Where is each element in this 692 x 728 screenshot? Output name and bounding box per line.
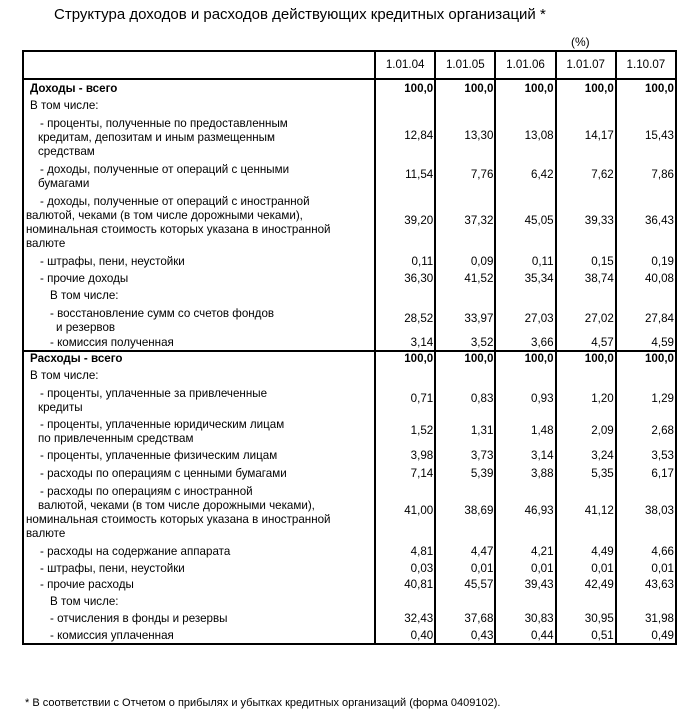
row-label-text: - комиссия полученная: [50, 336, 174, 349]
row-label: [23, 481, 375, 541]
value-cell: 5,39: [435, 463, 495, 481]
row-label-line: валюте: [26, 237, 66, 250]
column-header: 1.01.04: [375, 51, 435, 79]
table-row: [23, 559, 676, 576]
row-label: [23, 626, 375, 644]
value-cell: 4,49: [556, 541, 616, 559]
value-cell: 15,43: [616, 113, 676, 159]
value-cell: 4,47: [435, 541, 495, 559]
value-cell: 3,98: [375, 446, 435, 463]
value-cell: 0,40: [375, 626, 435, 644]
value-cell: 46,93: [495, 481, 555, 541]
value-cell: 100,0: [616, 351, 676, 366]
value-cell: [616, 96, 676, 113]
value-cell: 100,0: [556, 351, 616, 366]
value-cell: 30,95: [556, 609, 616, 626]
row-label: [23, 269, 375, 286]
value-cell: 0,11: [495, 251, 555, 269]
value-cell: 4,21: [495, 541, 555, 559]
row-label-line: кредиты: [38, 401, 83, 414]
value-cell: [375, 96, 435, 113]
value-cell: 45,05: [495, 191, 555, 251]
row-label-text: - штрафы, пени, неустойки: [40, 562, 185, 575]
value-cell: 36,43: [616, 191, 676, 251]
row-label: [23, 541, 375, 559]
value-cell: 0,43: [435, 626, 495, 644]
value-cell: 40,08: [616, 269, 676, 286]
value-cell: 6,42: [495, 159, 555, 191]
value-cell: 38,74: [556, 269, 616, 286]
row-label-line: средствам: [38, 145, 95, 158]
value-cell: 27,84: [616, 303, 676, 335]
value-cell: 35,34: [495, 269, 555, 286]
row-label: [23, 446, 375, 463]
value-cell: 100,0: [435, 351, 495, 366]
value-cell: 100,0: [435, 79, 495, 96]
section-total-row: [23, 351, 676, 366]
value-cell: [495, 366, 555, 383]
value-cell: 39,20: [375, 191, 435, 251]
row-label: [23, 251, 375, 269]
value-cell: 1,52: [375, 415, 435, 446]
value-cell: [435, 366, 495, 383]
value-cell: 43,63: [616, 576, 676, 592]
value-cell: 0,15: [556, 251, 616, 269]
income-expense-table: [22, 50, 677, 645]
value-cell: 30,83: [495, 609, 555, 626]
value-cell: 0,83: [435, 383, 495, 415]
value-cell: 0,01: [495, 559, 555, 576]
value-cell: [495, 286, 555, 303]
table-row: [23, 335, 676, 351]
value-cell: 5,35: [556, 463, 616, 481]
row-label: [23, 366, 375, 383]
row-label-line: - расходы по операциям с иностранной: [40, 485, 253, 498]
row-label-text: - прочие расходы: [40, 578, 134, 591]
row-label-line: валютой, чеками (в том числе дорожными чеками),: [38, 499, 315, 512]
value-cell: 37,32: [435, 191, 495, 251]
value-cell: 36,30: [375, 269, 435, 286]
value-cell: 12,84: [375, 113, 435, 159]
row-label: [23, 79, 375, 96]
row-label-text: - отчисления в фонды и резервы: [50, 612, 228, 625]
value-cell: 100,0: [556, 79, 616, 96]
page-title: Структура доходов и расходов действующих кредитных организаций *: [54, 6, 546, 23]
value-cell: 39,43: [495, 576, 555, 592]
row-label-text: - проценты, уплаченные физическим лицам: [40, 449, 278, 462]
value-cell: 45,57: [435, 576, 495, 592]
row-label-text: - расходы на содержание аппарата: [40, 545, 231, 558]
row-label: [23, 576, 375, 592]
footnote: * В соответствии с Отчетом о прибылях и убытках кредитных организаций (форма 0409102).: [25, 697, 501, 709]
row-label: [23, 191, 375, 251]
column-header: 1.01.06: [495, 51, 555, 79]
value-cell: 32,43: [375, 609, 435, 626]
header-label-cell: [23, 51, 375, 79]
value-cell: [435, 286, 495, 303]
value-cell: 14,17: [556, 113, 616, 159]
value-cell: 0,03: [375, 559, 435, 576]
header-row: [23, 51, 676, 79]
row-label: [23, 559, 375, 576]
value-cell: 33,97: [435, 303, 495, 335]
value-cell: 38,03: [616, 481, 676, 541]
value-cell: 31,98: [616, 609, 676, 626]
row-label: [23, 383, 375, 415]
value-cell: [435, 592, 495, 609]
row-label-line: кредитам, депозитам и иным размещенным: [38, 131, 275, 144]
table-row: [23, 113, 676, 159]
row-label: [23, 286, 375, 303]
value-cell: 7,76: [435, 159, 495, 191]
value-cell: 3,53: [616, 446, 676, 463]
table-row: [23, 541, 676, 559]
row-label: [23, 113, 375, 159]
table-row: [23, 251, 676, 269]
table-row: [23, 609, 676, 626]
row-label-text: В том числе:: [30, 99, 99, 112]
value-cell: 13,30: [435, 113, 495, 159]
value-cell: [435, 96, 495, 113]
unit-label: (%): [571, 35, 590, 49]
value-cell: 38,69: [435, 481, 495, 541]
row-label: [23, 96, 375, 113]
value-cell: 4,57: [556, 335, 616, 351]
value-cell: 0,71: [375, 383, 435, 415]
table-row: [23, 366, 676, 383]
value-cell: 100,0: [495, 79, 555, 96]
row-label: [23, 592, 375, 609]
row-label-text: Доходы - всего: [30, 82, 118, 95]
value-cell: [375, 286, 435, 303]
value-cell: 3,14: [375, 335, 435, 351]
row-label-line: - проценты, уплаченные за привлеченные: [40, 387, 268, 400]
row-label-text: В том числе:: [30, 369, 99, 382]
table-row: [23, 269, 676, 286]
value-cell: 40,81: [375, 576, 435, 592]
value-cell: 0,19: [616, 251, 676, 269]
table-row: [23, 415, 676, 446]
value-cell: 100,0: [495, 351, 555, 366]
value-cell: [616, 592, 676, 609]
row-label-line: валютой, чеками (в том числе дорожными чеками),: [26, 209, 303, 222]
row-label-line: - проценты, полученные по предоставленным: [40, 117, 288, 130]
row-label-line: - доходы, полученные от операций с иностранной: [40, 195, 310, 208]
row-label: [23, 351, 375, 366]
value-cell: 27,02: [556, 303, 616, 335]
table-row: [23, 286, 676, 303]
row-label-text: В том числе:: [50, 595, 119, 608]
row-label: [23, 335, 375, 351]
table-row: [23, 96, 676, 113]
value-cell: 1,20: [556, 383, 616, 415]
value-cell: 37,68: [435, 609, 495, 626]
table-row: [23, 481, 676, 541]
value-cell: 42,49: [556, 576, 616, 592]
value-cell: 0,11: [375, 251, 435, 269]
row-label: [23, 463, 375, 481]
value-cell: 100,0: [375, 79, 435, 96]
value-cell: [375, 592, 435, 609]
value-cell: [495, 96, 555, 113]
value-cell: 0,44: [495, 626, 555, 644]
row-label-line: номинальная стоимость которых указана в иностранной: [26, 513, 331, 526]
row-label-text: - прочие доходы: [40, 272, 129, 285]
table-row: [23, 159, 676, 191]
row-label: [23, 415, 375, 446]
value-cell: 0,01: [435, 559, 495, 576]
value-cell: [495, 592, 555, 609]
value-cell: 3,88: [495, 463, 555, 481]
value-cell: 41,12: [556, 481, 616, 541]
value-cell: 7,62: [556, 159, 616, 191]
value-cell: 27,03: [495, 303, 555, 335]
value-cell: 1,48: [495, 415, 555, 446]
value-cell: 1,29: [616, 383, 676, 415]
row-label-text: - комиссия уплаченная: [50, 629, 174, 642]
value-cell: 7,86: [616, 159, 676, 191]
row-label-line: валюте: [26, 527, 66, 540]
row-label-text: - расходы по операциям с ценными бумагами: [40, 467, 287, 480]
value-cell: 4,81: [375, 541, 435, 559]
row-label-line: - доходы, полученные от операций с ценными: [40, 163, 290, 176]
row-label-text: В том числе:: [50, 289, 119, 302]
value-cell: 0,01: [556, 559, 616, 576]
section-total-row: [23, 79, 676, 96]
table-row: [23, 446, 676, 463]
column-header: 1.01.07: [556, 51, 616, 79]
table-row: [23, 303, 676, 335]
value-cell: 11,54: [375, 159, 435, 191]
value-cell: 41,00: [375, 481, 435, 541]
column-header: 1.10.07: [616, 51, 676, 79]
value-cell: 4,66: [616, 541, 676, 559]
value-cell: 3,73: [435, 446, 495, 463]
value-cell: [556, 286, 616, 303]
value-cell: 0,09: [435, 251, 495, 269]
value-cell: [616, 366, 676, 383]
value-cell: 6,17: [616, 463, 676, 481]
value-cell: 2,68: [616, 415, 676, 446]
value-cell: 3,24: [556, 446, 616, 463]
value-cell: 3,66: [495, 335, 555, 351]
value-cell: 41,52: [435, 269, 495, 286]
row-label: [23, 159, 375, 191]
row-label-line: и резервов: [56, 321, 116, 334]
table-row: [23, 463, 676, 481]
table-row: [23, 592, 676, 609]
table-row: [23, 626, 676, 644]
value-cell: 0,93: [495, 383, 555, 415]
row-label-line: по привлеченным средствам: [38, 432, 194, 445]
value-cell: 3,14: [495, 446, 555, 463]
value-cell: [556, 96, 616, 113]
value-cell: 4,59: [616, 335, 676, 351]
value-cell: [556, 366, 616, 383]
value-cell: 0,51: [556, 626, 616, 644]
row-label-text: - штрафы, пени, неустойки: [40, 255, 185, 268]
column-header: 1.01.05: [435, 51, 495, 79]
value-cell: 7,14: [375, 463, 435, 481]
value-cell: 3,52: [435, 335, 495, 351]
table-row: [23, 383, 676, 415]
row-label-line: номинальная стоимость которых указана в иностранной: [26, 223, 331, 236]
row-label-line: - проценты, уплаченные юридическим лицам: [40, 418, 285, 431]
row-label-line: бумагами: [38, 177, 90, 190]
value-cell: [375, 366, 435, 383]
value-cell: 13,08: [495, 113, 555, 159]
value-cell: 28,52: [375, 303, 435, 335]
table-row: [23, 191, 676, 251]
value-cell: 2,09: [556, 415, 616, 446]
row-label-line: - восстановление сумм со счетов фондов: [50, 307, 275, 320]
row-label-text: Расходы - всего: [30, 352, 123, 365]
row-label: [23, 609, 375, 626]
value-cell: 39,33: [556, 191, 616, 251]
value-cell: 0,01: [616, 559, 676, 576]
row-label: [23, 303, 375, 335]
value-cell: 1,31: [435, 415, 495, 446]
value-cell: [616, 286, 676, 303]
value-cell: 100,0: [375, 351, 435, 366]
table-row: [23, 576, 676, 592]
value-cell: 0,49: [616, 626, 676, 644]
value-cell: 100,0: [616, 79, 676, 96]
value-cell: [556, 592, 616, 609]
